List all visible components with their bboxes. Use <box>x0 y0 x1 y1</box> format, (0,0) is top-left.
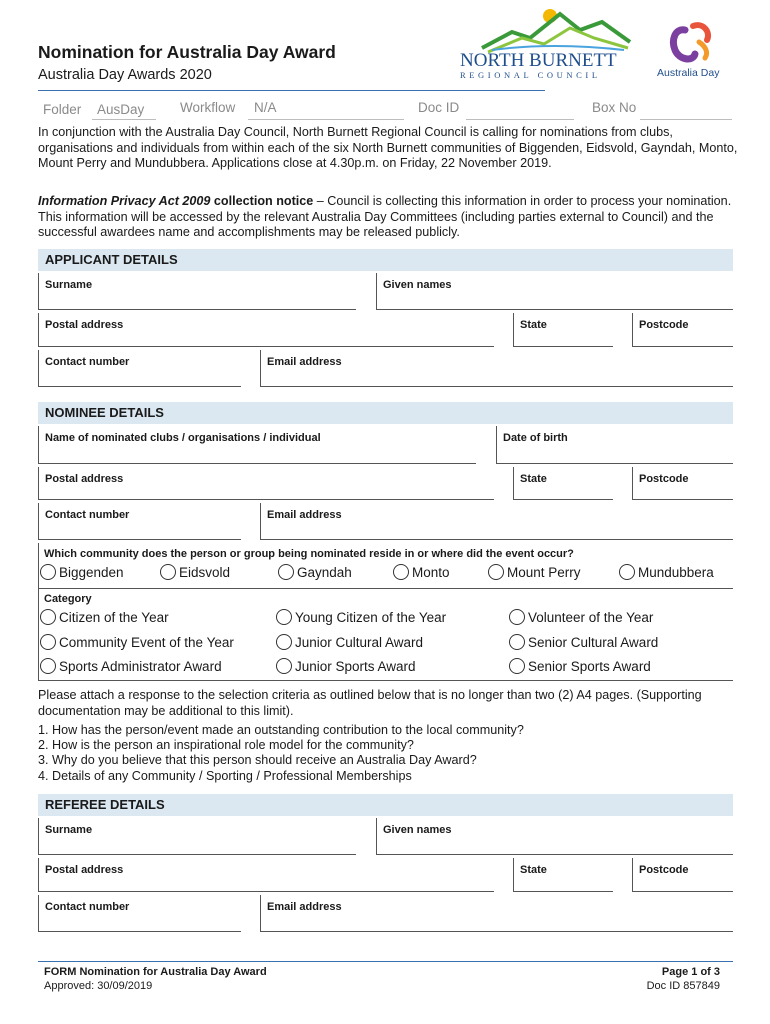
footer-page-number: Page 1 of 3 <box>661 966 720 978</box>
field-label: Given names <box>383 824 452 836</box>
criteria-intro: Please attach a response to the selection criteria as outlined below that is no longer than two (2) A4 pages. (Supporting documentation may be additional to this limit). <box>38 688 702 718</box>
page-title: Nomination for Australia Day Award <box>38 42 336 62</box>
page-subtitle: Australia Day Awards 2020 <box>38 67 212 83</box>
applicant-postal-address-field[interactable] <box>38 313 494 347</box>
field-label: Given names <box>383 279 452 291</box>
nominee-heading: NOMINEE DETAILS <box>38 402 733 424</box>
radio-community-mundubbera[interactable]: Mundubbera <box>619 564 714 580</box>
docid-line <box>466 119 574 120</box>
radio-category-young-citizen[interactable]: Young Citizen of the Year <box>276 609 446 625</box>
category-label: Category <box>44 593 92 605</box>
boxno-label: Box No <box>592 100 637 115</box>
radio-category-junior-sports[interactable]: Junior Sports Award <box>276 658 416 674</box>
applicant-contact-number-field[interactable] <box>38 350 241 387</box>
nominee-contact-number-field[interactable] <box>38 503 241 540</box>
radio-circle[interactable] <box>509 634 525 650</box>
referee-postal-address-field[interactable] <box>38 858 494 892</box>
applicant-heading: APPLICANT DETAILS <box>38 249 733 271</box>
referee-contact-number-field[interactable] <box>38 895 241 932</box>
field-label: State <box>520 864 547 876</box>
criteria-item: 1. How has the person/event made an outstanding contribution to the local community? <box>38 723 524 737</box>
nominee-dob-field[interactable] <box>496 426 733 464</box>
north-burnett-logo <box>452 8 642 80</box>
field-label: Email address <box>267 356 342 368</box>
nominee-name-field[interactable] <box>38 426 476 464</box>
field-label: Postal address <box>45 864 124 876</box>
folder-line <box>92 119 156 120</box>
privacy-title: collection notice <box>210 194 314 208</box>
field-label: Email address <box>267 901 342 913</box>
field-label: Postcode <box>639 473 689 485</box>
footer-form-name: FORM Nomination for Australia Day Award <box>44 966 267 978</box>
radio-circle[interactable] <box>276 609 292 625</box>
referee-surname-field[interactable] <box>38 818 356 855</box>
radio-category-junior-cultural[interactable]: Junior Cultural Award <box>276 634 423 650</box>
radio-circle[interactable] <box>278 564 294 580</box>
applicant-postcode-field[interactable] <box>632 313 733 347</box>
folder-value[interactable]: AusDay <box>97 102 145 117</box>
footer-doc-id: Doc ID 857849 <box>646 980 720 992</box>
radio-circle[interactable] <box>40 564 56 580</box>
applicant-given-names-field[interactable] <box>376 273 733 310</box>
privacy-notice <box>38 194 738 241</box>
radio-community-mount-perry[interactable]: Mount Perry <box>488 564 581 580</box>
radio-circle[interactable] <box>276 634 292 650</box>
field-label: Date of birth <box>503 432 568 444</box>
applicant-state-field[interactable] <box>513 313 613 347</box>
radio-community-eidsvold[interactable]: Eidsvold <box>160 564 230 580</box>
radio-category-citizen[interactable]: Citizen of the Year <box>40 609 169 625</box>
radio-community-gayndah[interactable]: Gayndah <box>278 564 352 580</box>
nominee-postcode-field[interactable] <box>632 467 733 500</box>
nominee-state-field[interactable] <box>513 467 613 500</box>
criteria-item: 2. How is the person an inspirational role model for the community? <box>38 738 414 752</box>
logo-ad-text: Australia Day <box>657 67 720 79</box>
field-label: State <box>520 473 547 485</box>
radio-circle[interactable] <box>509 658 525 674</box>
radio-circle[interactable] <box>393 564 409 580</box>
referee-given-names-field[interactable] <box>376 818 733 855</box>
radio-circle[interactable] <box>40 609 56 625</box>
field-label: Surname <box>45 824 93 836</box>
field-label: Contact number <box>45 509 130 521</box>
criteria-item: 3. Why do you believe that this person should receive an Australia Day Award? <box>38 753 477 767</box>
radio-community-biggenden[interactable]: Biggenden <box>40 564 124 580</box>
privacy-act-name: Information Privacy Act 2009 <box>38 194 211 208</box>
community-question: Which community does the person or group being nominated reside in or where did the event occur? <box>44 548 574 560</box>
applicant-surname-field[interactable] <box>38 273 356 310</box>
intro-paragraph: In conjunction with the Australia Day Council, North Burnett Regional Council is calling for nominations from clubs, organisations and individuals from within each of the six North Burnett communities of Biggenden, Eidsvold, Gayndah, Monto, Mount Perry and Mundubbera. Applications close at 4.30p.m. on Friday, 22 November 2019. <box>38 125 738 170</box>
workflow-label: Workflow <box>180 100 236 115</box>
field-label: Name of nominated clubs / organisations / individual <box>45 432 321 444</box>
australia-day-logo <box>655 18 733 80</box>
field-label: State <box>520 319 547 331</box>
radio-circle[interactable] <box>40 634 56 650</box>
field-label: Postal address <box>45 319 124 331</box>
nominee-postal-address-field[interactable] <box>38 467 494 500</box>
boxno-line <box>640 119 732 120</box>
footer-approved: Approved: 30/09/2019 <box>44 980 153 992</box>
logo-main-text: NORTH BURNETT <box>460 50 617 71</box>
field-label: Postal address <box>45 473 124 485</box>
field-label: Email address <box>267 509 342 521</box>
field-label: Surname <box>45 279 93 291</box>
field-label: Postcode <box>639 319 689 331</box>
radio-circle[interactable] <box>509 609 525 625</box>
logo-sub-text: REGIONAL COUNCIL <box>460 70 601 80</box>
nominee-email-field[interactable] <box>260 503 733 540</box>
radio-circle[interactable] <box>276 658 292 674</box>
radio-category-senior-sports[interactable]: Senior Sports Award <box>509 658 651 674</box>
folder-label: Folder <box>43 102 82 117</box>
radio-community-monto[interactable]: Monto <box>393 564 450 580</box>
referee-heading: REFEREE DETAILS <box>38 794 733 816</box>
field-label: Contact number <box>45 901 130 913</box>
referee-email-field[interactable] <box>260 895 733 932</box>
radio-circle[interactable] <box>619 564 635 580</box>
field-label: Postcode <box>639 864 689 876</box>
workflow-line <box>248 119 404 120</box>
footer-divider <box>38 961 733 962</box>
applicant-email-field[interactable] <box>260 350 733 387</box>
workflow-value[interactable]: N/A <box>254 100 277 115</box>
criteria-item: 4. Details of any Community / Sporting / Professional Memberships <box>38 769 412 783</box>
radio-category-volunteer[interactable]: Volunteer of the Year <box>509 609 653 625</box>
radio-circle[interactable] <box>160 564 176 580</box>
radio-category-community-event[interactable]: Community Event of the Year <box>40 634 234 650</box>
radio-circle[interactable] <box>40 658 56 674</box>
title-divider <box>38 90 545 91</box>
radio-circle[interactable] <box>488 564 504 580</box>
field-label: Contact number <box>45 356 130 368</box>
docid-label: Doc ID <box>418 100 460 115</box>
radio-category-senior-cultural[interactable]: Senior Cultural Award <box>509 634 658 650</box>
referee-postcode-field[interactable] <box>632 858 733 892</box>
referee-state-field[interactable] <box>513 858 613 892</box>
privacy-text: – Council is collecting this information in order to process your nomination. This information will be accessed by the relevant Australia Day Committees (including parties external to Council) and the successful awardees name and accomplishments may be released publicly. <box>38 194 732 239</box>
radio-category-sports-admin[interactable]: Sports Administrator Award <box>40 658 222 674</box>
